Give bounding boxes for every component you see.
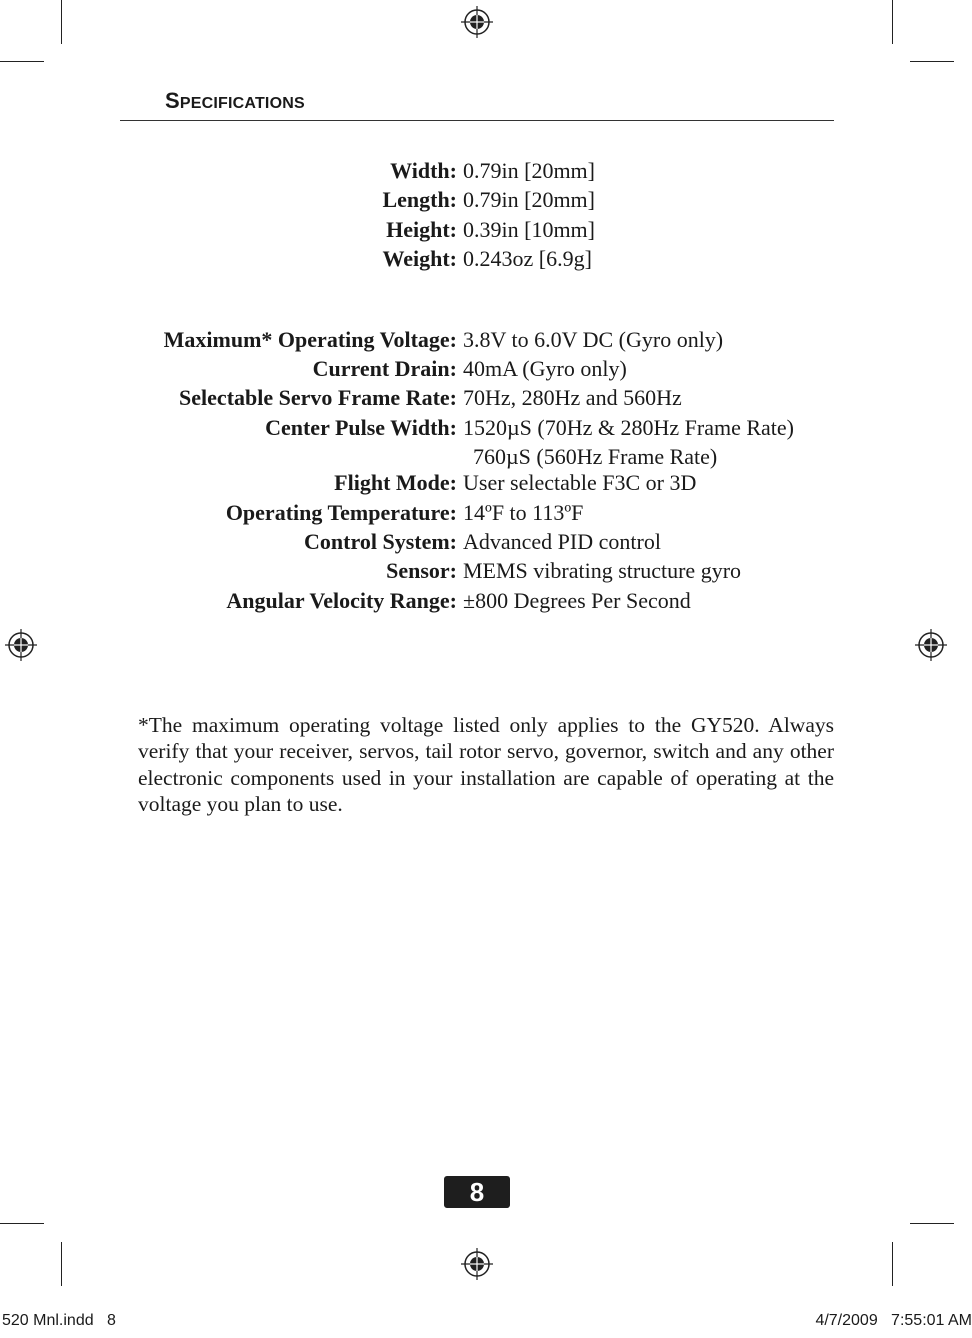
spec-row <box>0 527 954 557</box>
spec-value: Advanced PID control <box>463 529 661 554</box>
spec-label: Maximum* Operating Voltage: <box>163 327 457 352</box>
spec-row <box>0 354 954 384</box>
slug-timestamp: 4/7/2009 7:55:01 AM <box>815 1312 972 1329</box>
spec-value: 70Hz, 280Hz and 560Hz <box>463 385 682 410</box>
crop-mark <box>892 1242 893 1286</box>
spec-label: Length: <box>382 187 457 212</box>
spec-label: Angular Velocity Range: <box>226 588 457 613</box>
footnote: *The maximum operating voltage listed only applies to the GY520. Always verify that your receiver, servos, tail rotor servo, governor, switch and any other electronic components used in your installation are capable of operating at the voltage you plan to use. <box>138 712 834 816</box>
crop-mark <box>892 0 893 44</box>
spec-label: Sensor: <box>386 558 457 583</box>
crop-mark <box>910 61 954 62</box>
spec-label: Width: <box>390 158 457 183</box>
spec-label: Height: <box>386 217 457 242</box>
spec-value: 760µS (560Hz Frame Rate) <box>473 444 718 469</box>
spec-value: 14ºF to 113ºF <box>463 500 584 525</box>
crop-mark <box>910 1223 954 1224</box>
registration-mark-icon <box>914 628 948 662</box>
spec-label: Operating Temperature: <box>225 500 457 525</box>
spec-label: Center Pulse Width: <box>265 415 457 440</box>
registration-mark-icon <box>460 5 494 39</box>
crop-mark <box>61 0 62 44</box>
slug-filename: 520 Mnl.indd 8 <box>2 1312 116 1329</box>
page-number: 8 <box>444 1176 510 1208</box>
spec-row <box>0 244 954 274</box>
spec-label: Control System: <box>304 529 457 554</box>
spec-label: Weight: <box>382 246 457 271</box>
spec-row <box>0 156 954 186</box>
spec-row <box>0 215 954 245</box>
crop-mark <box>0 1223 44 1224</box>
spec-row <box>0 586 954 616</box>
spec-value: 1520µS (70Hz & 280Hz Frame Rate) <box>463 415 794 440</box>
spec-row <box>0 383 954 413</box>
crop-mark <box>61 1242 62 1286</box>
spec-label: Flight Mode: <box>334 470 457 495</box>
heading-divider <box>120 120 834 121</box>
spec-value: 0.79in [20mm] <box>463 158 595 183</box>
spec-row <box>0 413 954 443</box>
spec-value: User selectable F3C or 3D <box>463 470 697 495</box>
spec-row <box>0 556 954 586</box>
page-title: SPECIFICATIONS <box>165 88 305 113</box>
spec-value: ±800 Degrees Per Second <box>463 588 691 613</box>
spec-value: 3.8V to 6.0V DC (Gyro only) <box>463 327 724 352</box>
spec-row <box>0 468 954 498</box>
spec-row <box>0 498 954 528</box>
spec-value: 0.39in [10mm] <box>463 217 595 242</box>
crop-mark <box>0 61 44 62</box>
spec-value: 0.243oz [6.9g] <box>463 246 592 271</box>
spec-label: Selectable Servo Frame Rate: <box>179 385 457 410</box>
spec-value: MEMS vibrating structure gyro <box>463 558 742 583</box>
registration-mark-icon <box>4 628 38 662</box>
spec-value: 40mA (Gyro only) <box>463 356 627 381</box>
spec-row <box>0 325 954 355</box>
registration-mark-icon <box>460 1247 494 1281</box>
spec-label: Current Drain: <box>312 356 457 381</box>
spec-row <box>0 185 954 215</box>
spec-value: 0.79in [20mm] <box>463 187 595 212</box>
